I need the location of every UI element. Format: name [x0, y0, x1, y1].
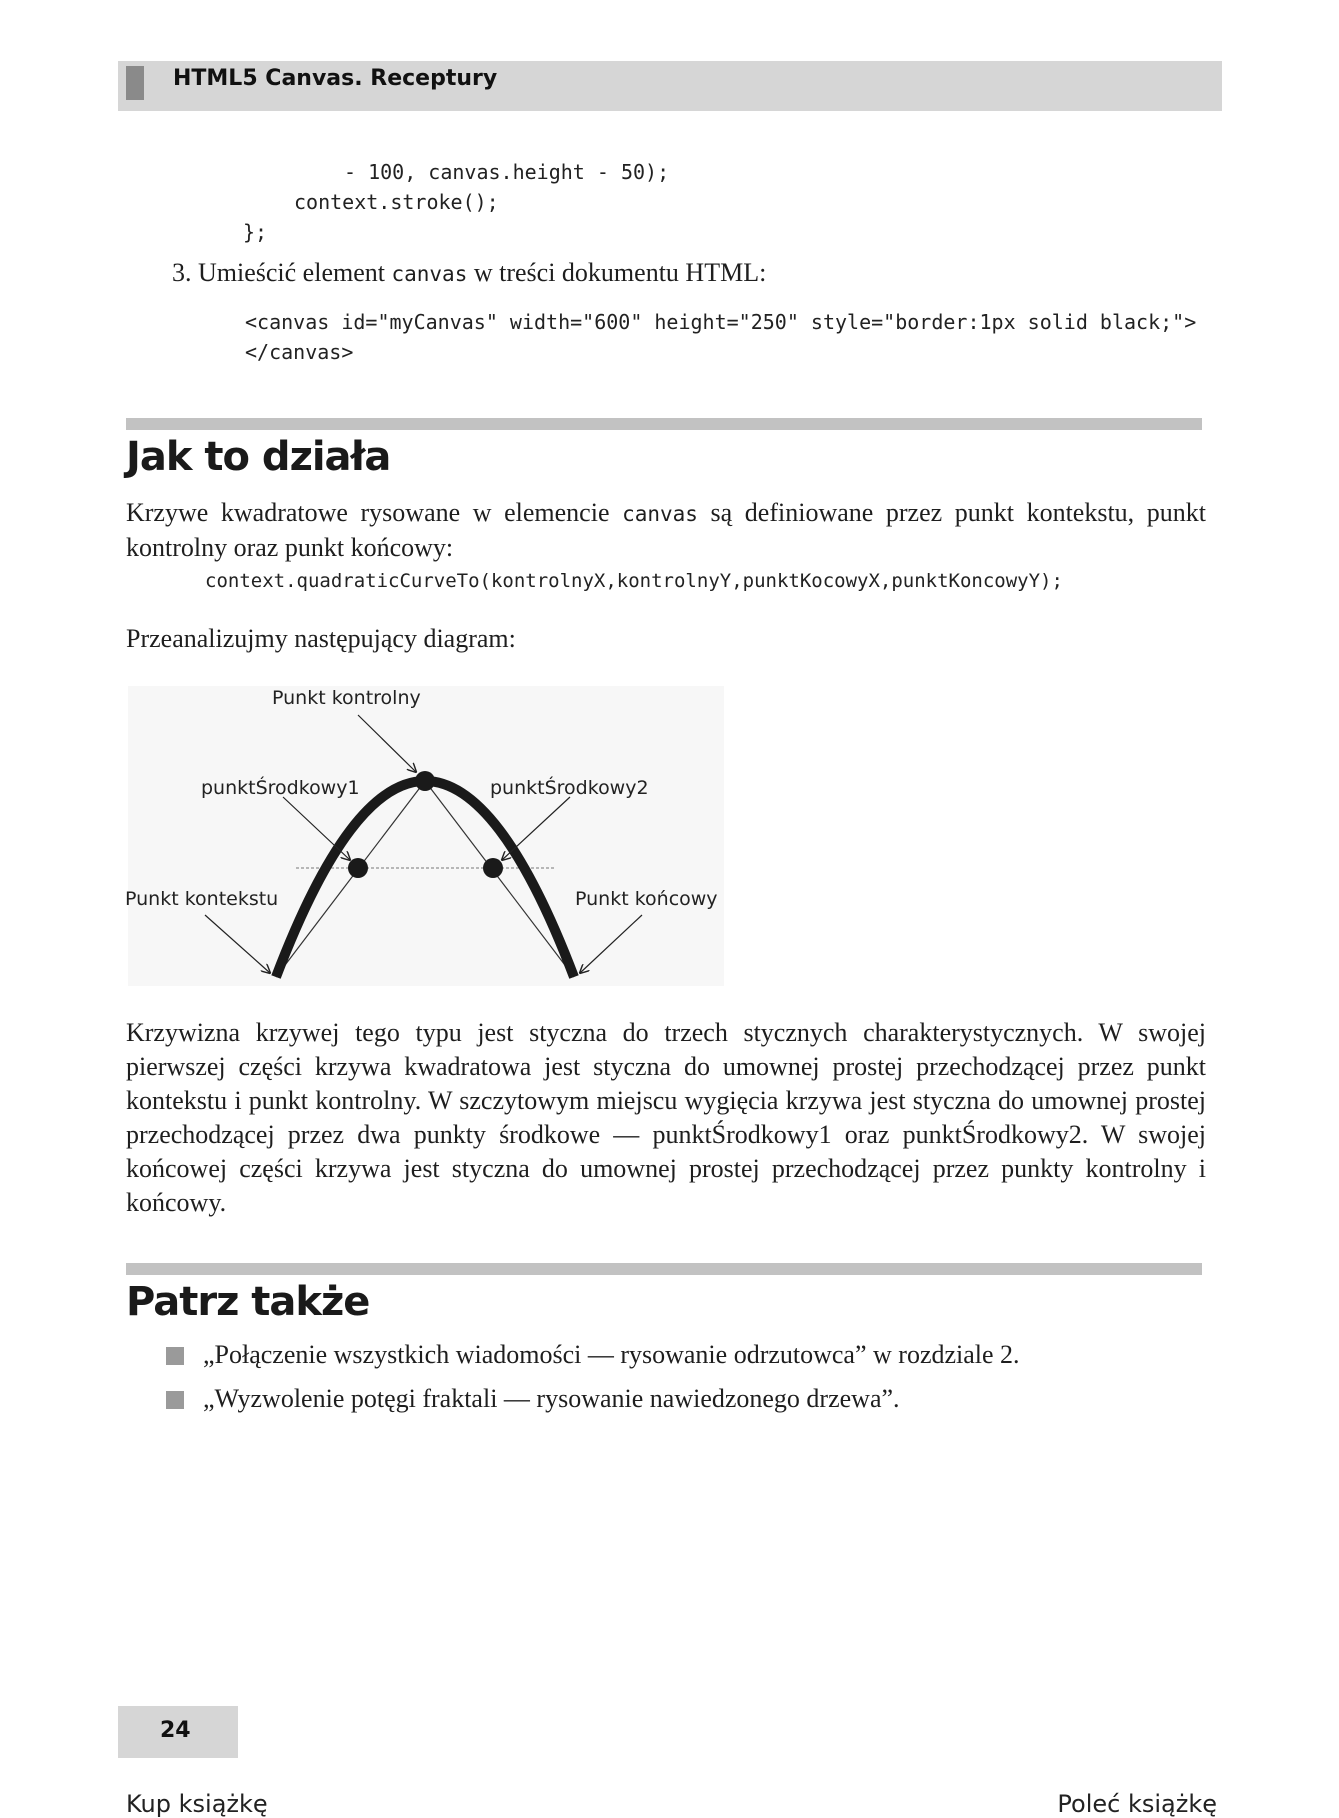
explanation-paragraph: Krzywizna krzywej tego typu jest styczna do trzech stycznych charakterystycznych. W swojej pierwszej części krzywa kwadratowa jest styczna do umownej prostej przechodzącej przez punkt kontekstu i punkt kontrolny. W szczytowym miejscu wygięcia krzywa jest styczna do umownej prostej przechodzącej przez dwa punkty środkowe — punktŚrodkowy1 oraz punktŚrodkowy2. W swojej końcowej części krzywa jest styczna do umownej prostej przechodzącej przez punkty kontrolny i końcowy.: [126, 1018, 1206, 1217]
control-point: [415, 771, 435, 791]
recommend-book-link[interactable]: Poleć książkę: [1057, 1790, 1217, 1818]
intro-text: są definiowane przez punkt kontekstu, punkt kontrolny oraz punkt końcowy:: [126, 498, 1206, 562]
label-midpoint-2: punktŚrodkowy2: [490, 777, 649, 799]
quadratic-curve: [276, 781, 574, 977]
midpoint-2: [483, 858, 503, 878]
inline-code: canvas: [622, 502, 698, 526]
section-heading: Jak to działa: [126, 434, 391, 480]
arrow-control: [358, 715, 416, 772]
code-line: };: [243, 220, 268, 244]
tangent-line-start: [276, 781, 425, 977]
section-rule: [126, 1263, 1202, 1275]
arrow-context: [205, 915, 270, 973]
section-heading: Patrz także: [126, 1279, 370, 1325]
label-context-point: Punkt kontekstu: [125, 888, 279, 910]
inline-code: canvas: [391, 262, 468, 286]
code-line: <canvas id="myCanvas" width="600" height="250" style="border:1px solid black;">: [245, 310, 1197, 334]
see-also-item: „Wyzwolenie potęgi fraktali — rysowanie nawiedzonego drzewa”.: [203, 1384, 900, 1413]
bullet: [166, 1347, 184, 1365]
arrow-end: [580, 915, 642, 973]
buy-book-link[interactable]: Kup książkę: [126, 1790, 268, 1818]
step-text: Umieścić element: [198, 258, 385, 287]
code-line: context.stroke();: [294, 190, 499, 214]
arrow-mid2: [502, 797, 570, 860]
code-line: </canvas>: [245, 340, 354, 364]
book-title: HTML5 Canvas. Receptury: [173, 66, 498, 91]
step-text: w treści dokumentu HTML:: [473, 258, 767, 287]
tangent-line-end: [425, 781, 574, 977]
label-control-point: Punkt kontrolny: [272, 687, 421, 709]
diagram-intro: Przeanalizujmy następujący diagram:: [126, 624, 516, 653]
label-end-point: Punkt końcowy: [575, 888, 718, 910]
code-line: context.quadraticCurveTo(kontrolnyX,kontrolnyY,punktKocowyX,punktKoncowyY);: [205, 570, 1063, 592]
code-line: - 100, canvas.height - 50);: [344, 160, 670, 184]
label-midpoint-1: punktŚrodkowy1: [201, 777, 360, 799]
midpoint-1: [348, 858, 368, 878]
arrow-mid1: [283, 797, 350, 860]
bullet: [166, 1391, 184, 1409]
see-also-item: „Połączenie wszystkich wiadomości — rysowanie odrzutowca” w rozdziale 2.: [203, 1340, 1020, 1369]
step-number: 3.: [172, 258, 192, 287]
intro-text: Krzywe kwadratowe rysowane w elemencie: [126, 498, 610, 527]
page-number: 24: [160, 1718, 191, 1743]
